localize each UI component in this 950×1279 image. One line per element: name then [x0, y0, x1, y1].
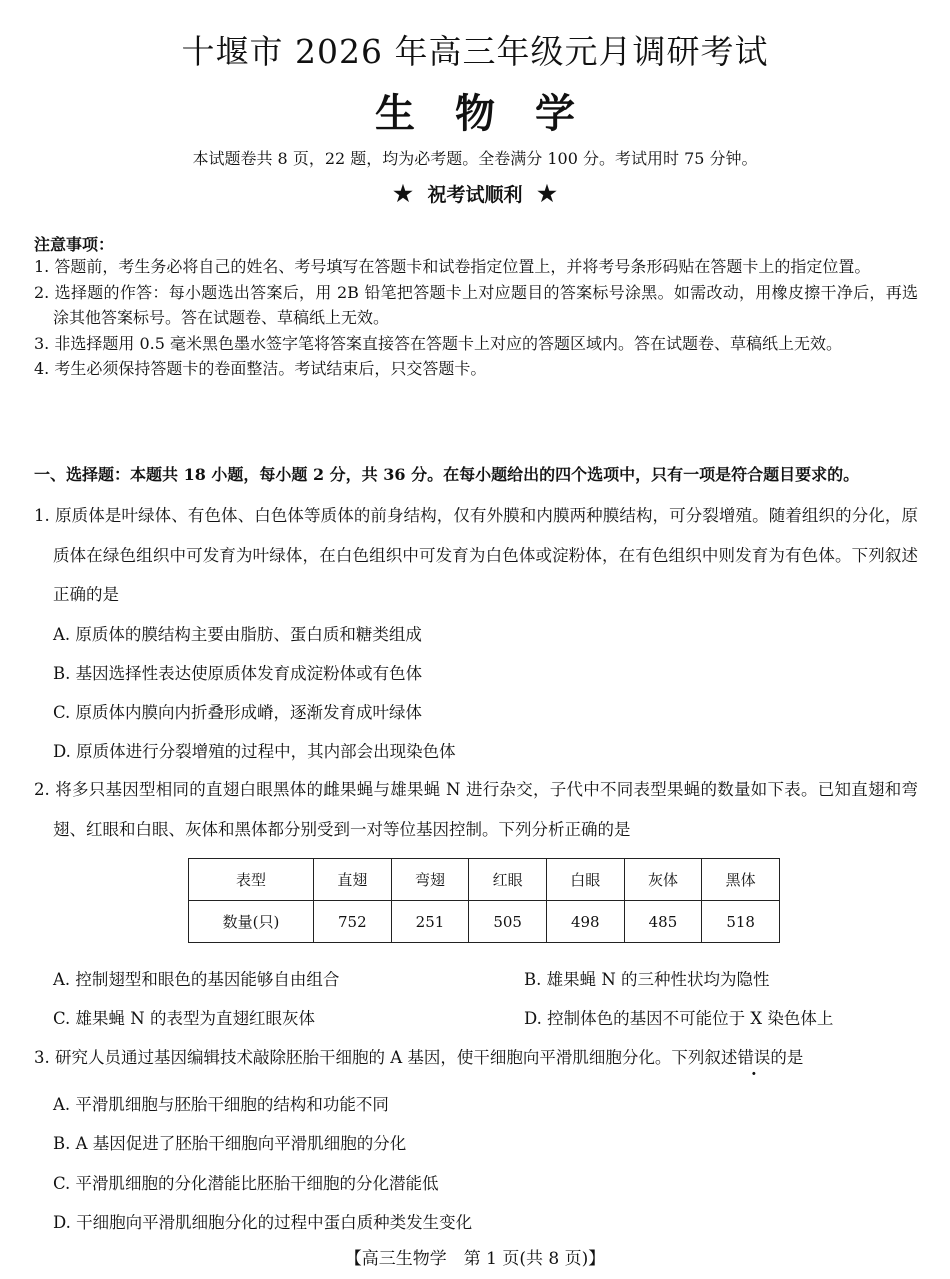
question-3-stem: [34, 1044, 803, 1068]
q2-option-c: C. 雄果蝇 N 的表型为直翅红眼灰体: [53, 1009, 315, 1028]
table-cell: 白眼: [546, 859, 624, 901]
emphasized-word: 错误: [737, 1048, 771, 1067]
good-luck-banner: [0, 180, 950, 207]
page-footer: 【高三生物学 第 1 页(共 8 页)】: [344, 1249, 606, 1269]
table-cell: 灰体: [624, 859, 702, 901]
exam-info: 本试题卷共 8 页，22 题，均为必考题。全卷满分 100 分。考试用时 75 分钟。: [192, 149, 758, 168]
q2-option-d: D. 控制体色的基因不可能位于 X 染色体上: [524, 1009, 834, 1028]
notice-list: [34, 254, 918, 382]
section-heading: 一、选择题：本题共 18 小题，每小题 2 分，共 36 分。在每小题给出的四个选项中，只有一项是符合题目要求的。: [34, 465, 860, 484]
table-cell: 752: [314, 901, 392, 943]
subject-title: 生物学: [375, 90, 615, 137]
table-cell: 红眼: [469, 859, 547, 901]
table-cell: 弯翅: [391, 859, 469, 901]
table-cell: 直翅: [314, 859, 392, 901]
question-stem-end: 的是: [770, 1048, 804, 1067]
notice-item: 3. 非选择题用 0.5 毫米黑色墨水签字笔将答案直接答在答题卡上对应的答题区域内。答在试题卷、草稿纸上无效。: [34, 333, 842, 353]
table-cell: 表型: [189, 859, 314, 901]
table-header-row: [189, 859, 780, 901]
q1-option-d: D. 原质体进行分裂增殖的过程中，其内部会出现染色体: [53, 742, 456, 761]
notice-item: 1. 答题前，考生务必将自己的姓名、考号填写在答题卡和试卷指定位置上，并将考号条形码贴在答题卡上的指定位置。: [34, 257, 871, 276]
table-cell: 518: [702, 901, 780, 943]
star-icon: ★: [393, 181, 413, 207]
q3-option-b: B. A 基因促进了胚胎干细胞向平滑肌细胞的分化: [53, 1134, 407, 1153]
q1-option-a: A. 原质体的膜结构主要由脂肪、蛋白质和糖类组成: [53, 625, 422, 644]
q3-option-c: C. 平滑肌细胞的分化潜能比胚胎干细胞的分化潜能低: [53, 1174, 439, 1193]
q2-option-a: A. 控制翅型和眼色的基因能够自由组合: [53, 970, 340, 989]
good-luck-text: 祝考试顺利: [427, 184, 523, 206]
table-cell: 498: [546, 901, 624, 943]
q3-option-a: A. 平滑肌细胞与胚胎干细胞的结构和功能不同: [53, 1095, 389, 1114]
question-2-stem: [34, 770, 918, 849]
question-stem: 2. 将多只基因型相同的直翅白眼黑体的雌果蝇与雄果蝇 N 进行杂交，子代中不同表型果蝇的数量如下表。已知直翅和弯翅、红眼和白眼、灰体和黑体都分别受到一对等位基因控制。下列分析正确的是: [34, 780, 918, 839]
table-cell: 黑体: [702, 859, 780, 901]
table-cell: 251: [391, 901, 469, 943]
q3-option-d: D. 干细胞向平滑肌细胞分化的过程中蛋白质种类发生变化: [53, 1213, 473, 1232]
question-1-stem: [34, 496, 918, 615]
table-cell: 505: [469, 901, 547, 943]
notice-title: 注意事项：: [34, 235, 115, 254]
table-row: [189, 901, 780, 943]
notice-item: 4. 考生必须保持答题卡的卷面整洁。考试结束后，只交答题卡。: [34, 359, 487, 378]
table-cell: 485: [624, 901, 702, 943]
q1-option-b: B. 基因选择性表达使原质体发育成淀粉体或有色体: [53, 664, 423, 683]
star-icon: ★: [537, 181, 557, 207]
q1-option-c: C. 原质体内膜向内折叠形成嵴，逐渐发育成叶绿体: [53, 703, 423, 722]
notice-item: 2. 选择题的作答：每小题选出答案后，用 2B 铅笔把答题卡上对应题目的答案标号涂黑。如需改动，用橡皮擦干净后，再选涂其他答案标号。答在试题卷、草稿纸上无效。: [34, 282, 918, 327]
question-stem: 3. 研究人员通过基因编辑技术敲除胚胎干细胞的 A 基因，使干细胞向平滑肌细胞分化。下列叙述: [34, 1048, 738, 1067]
table-cell: 数量(只): [189, 901, 314, 943]
exam-title: 十堰市 2026 年高三年级元月调研考试: [181, 32, 769, 71]
question-stem: 1. 原质体是叶绿体、有色体、白色体等质体的前身结构，仅有外膜和内膜两种膜结构，可分裂增殖。随着组织的分化，原质体在绿色组织中可发育为叶绿体，在白色组织中可发育为白色体或淀粉体，在有色组织中则发育为有色体。下列叙述正确的是: [34, 506, 918, 604]
q2-option-b: B. 雄果蝇 N 的三种性状均为隐性: [524, 970, 770, 989]
phenotype-table: [188, 858, 780, 943]
